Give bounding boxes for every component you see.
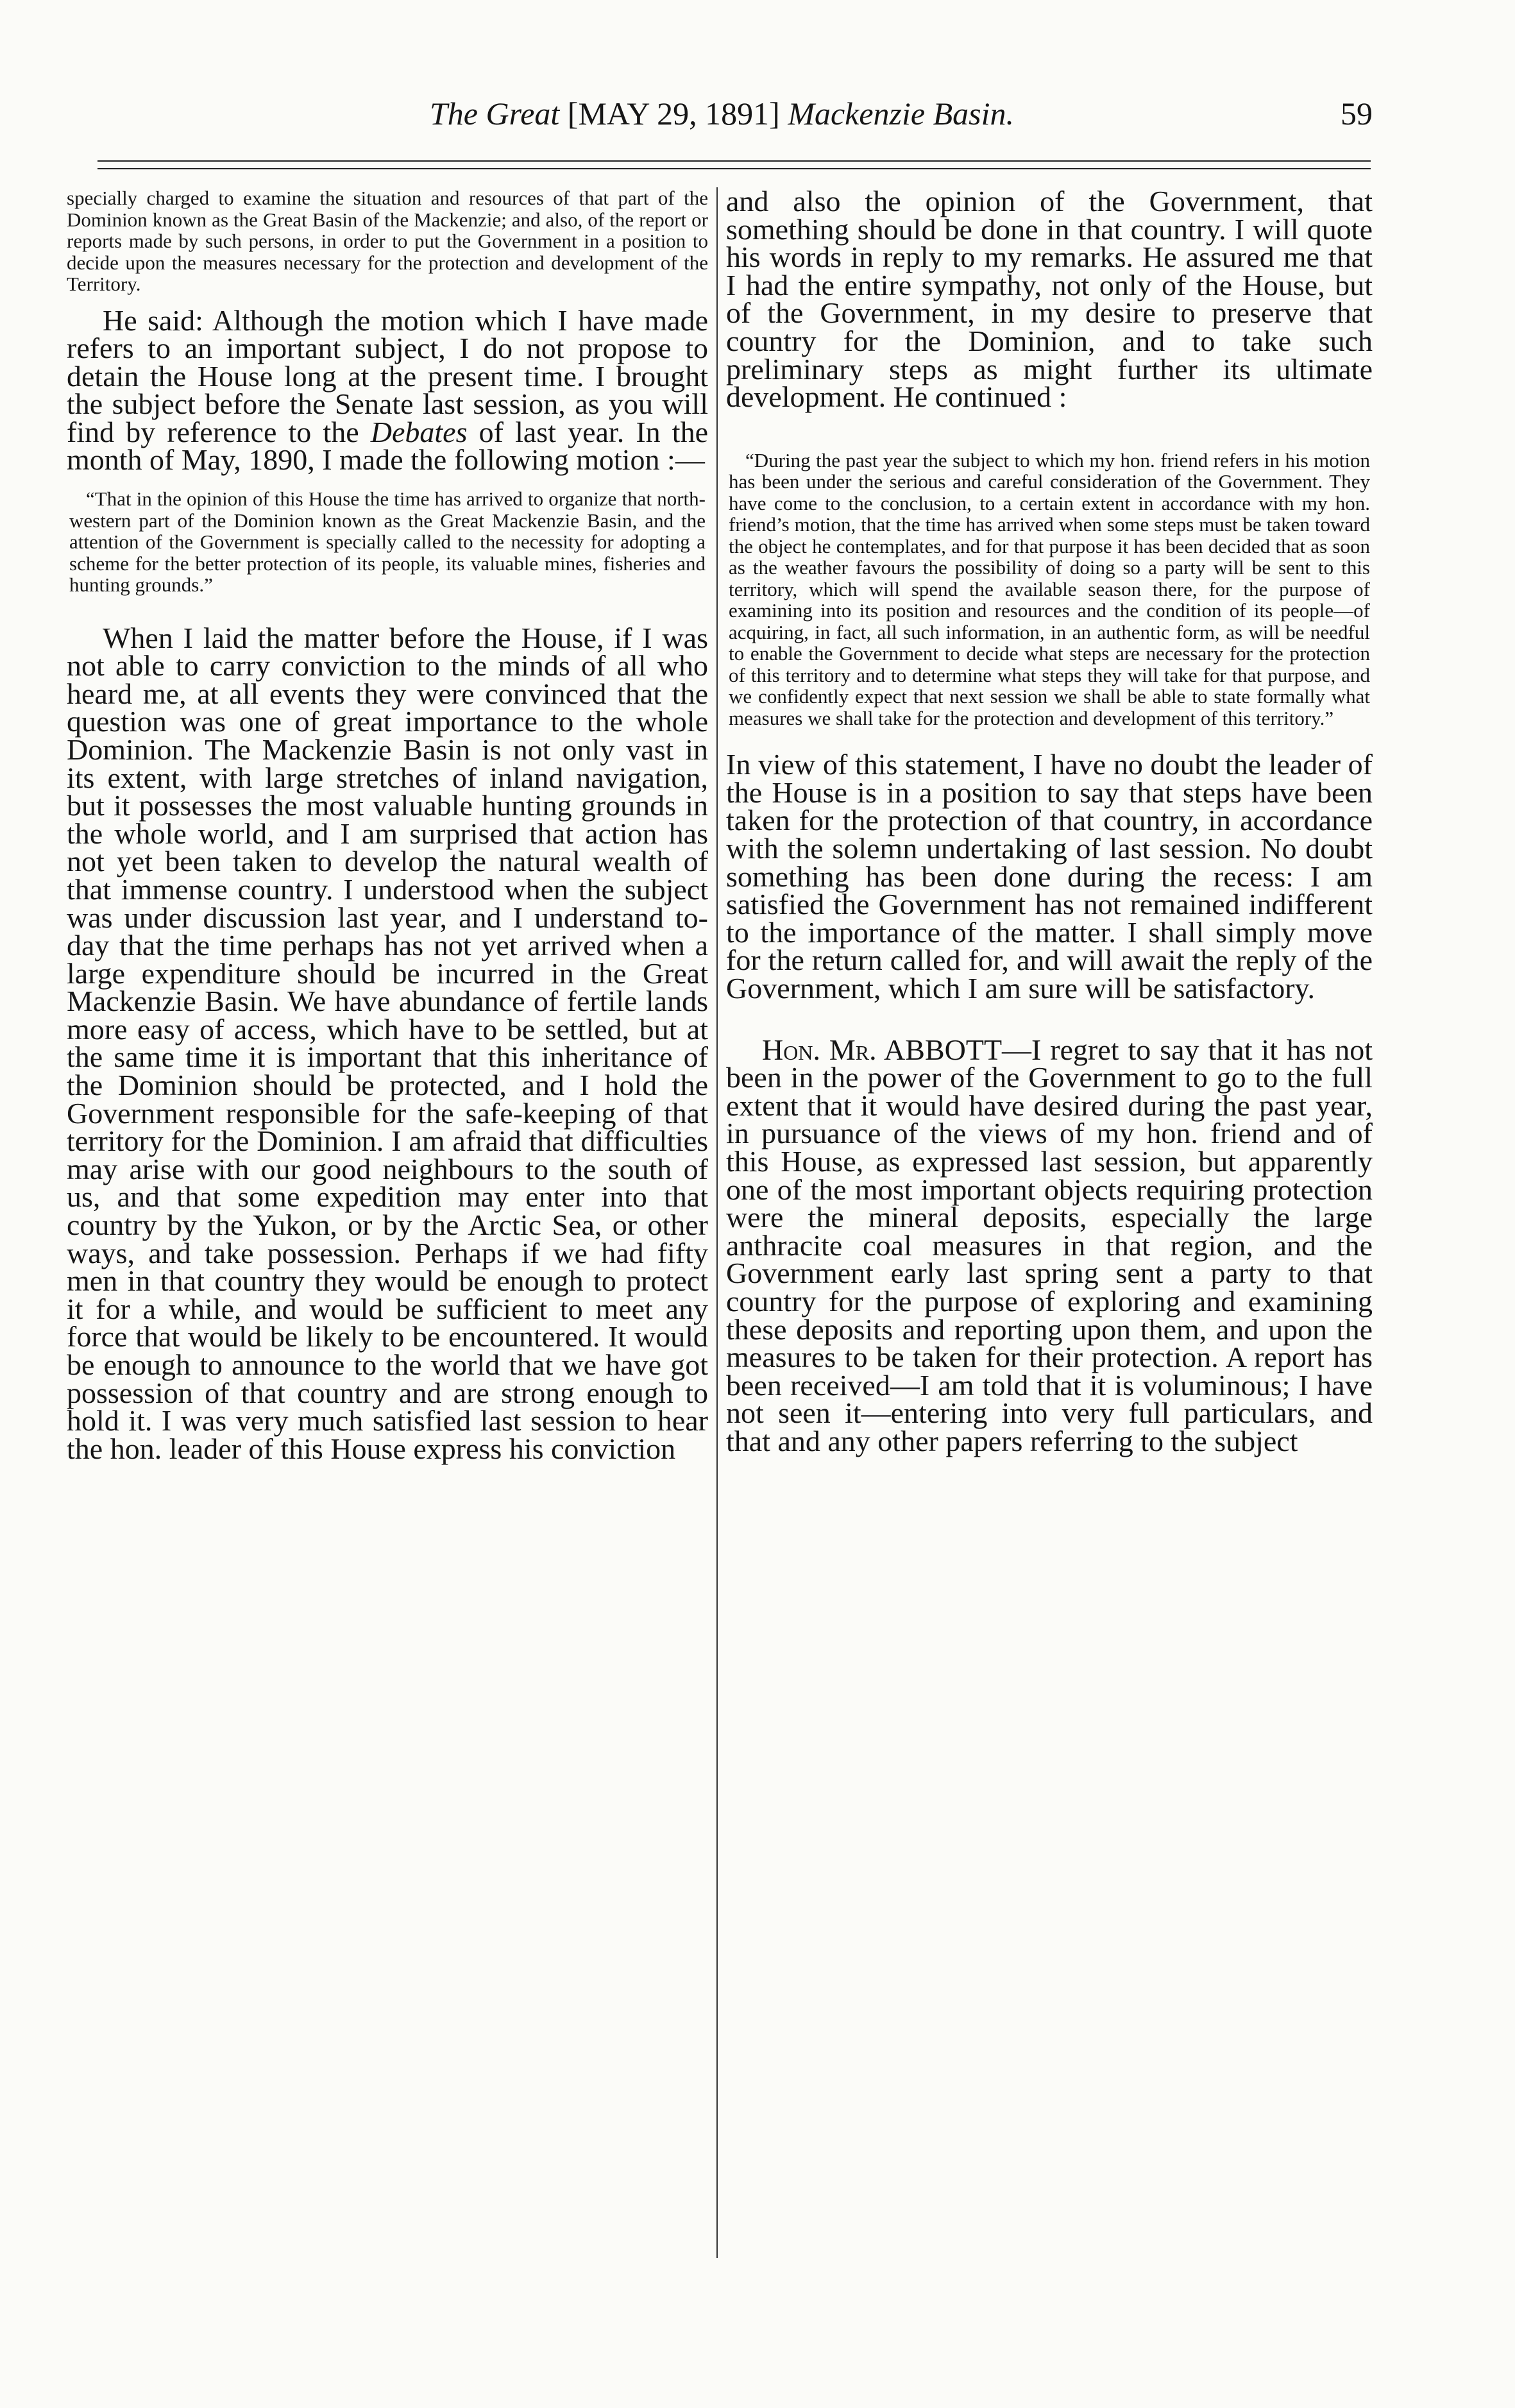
header-date: [MAY 29, 1891]: [559, 96, 788, 131]
running-header: [90, 95, 1373, 146]
intro-paragraph: specially charged to examine the situation and resources of that part of the Dominion known as the Great Basin of the Mackenzie; and also, of the report or reports made by such persons, in order to put the Government in a position to decide upon the measures necessary for the protection and development of the Territory.: [67, 187, 708, 295]
header-title-right: Mackenzie Basin.: [788, 96, 1014, 131]
speaker-name: Hon. Mr. ABBOTT: [762, 1033, 1003, 1066]
column-divider: [716, 187, 718, 2258]
header-title-left: The Great: [430, 96, 560, 131]
speech-text: of last year. In the month of May, 1890, I made the following motion :—: [67, 415, 708, 477]
abbott-reply: [726, 1033, 1373, 1457]
government-quote: “During the past year the subject to which my hon. friend refers in his motion has been under the serious and careful consideration of the Government. They have come to the conclusion, to a certain extent in accordance with my hon. friend’s motion, that the time has arrived when some steps must be taken toward the object he contemplates, and for that purpose it has been decided that as soon as the weather favours the possibility of doing so a party will be sent to this territory, which will spend the available season there, for the purpose of examining into its position and resources and the condition of its people—of acquiring, in fact, all such information, in an authentic form, as will be needful to enable the Government to decide what steps are necessary for the protection of this territory and to determine what steps they will take for that purpose, and we confidently expect that next session we shall be able to state formally what measures we shall take for the protection and development of this territory.”: [729, 448, 1370, 729]
header-title: [430, 95, 1014, 132]
page-number: 59: [1341, 96, 1373, 131]
header-rule-bottom: [97, 168, 1371, 169]
motion-quote: “That in the opinion of this House the time has arrived to organize that north-western part of the Dominion known as the Great Mackenzie Basin, and the attention of the Government is specially called to the necessity for adopting a scheme for the better protection of its people, its valuable mines, fisheries and hunting grounds.”: [69, 488, 706, 597]
speech-paragraph-1: [67, 303, 708, 477]
header-rule-top: [97, 160, 1371, 162]
speech-paragraph-4: In view of this statement, I have no doubt the leader of the House is in a position to say that steps have been taken for the protection of that country, in accordance with the solemn undertaking of last session. No doubt something has been done during the recess: I am satisfied the Government has not remained indifferent to the importance of the matter. I shall simply move for the return called for, and will await the reply of the Government, which I am sure will be satisfactory.: [726, 748, 1373, 1005]
reply-text: —I regret to say that it has not been in the power of the Government to go to the full extent that it would have desired during the past year, in pursuance of the views of my hon. friend and of this House, as expressed last session, but apparently one of the most important objects requiring protection were the mineral deposits, especially the large anthracite coal measures in that region, and the Government early last spring sent a party to that country for the purpose of exploring and examining these deposits and reporting upon them, and upon the measures to be taken for their protection. A report has been received—I am told that it is voluminous; I have not seen it—entering into very full particulars, and that and any other papers referring to the subject: [726, 1033, 1373, 1457]
left-column: [67, 187, 708, 1463]
speech-paragraph-3: and also the opinion of the Government, that something should be done in that country. I will quote his words in reply to my remarks. He assured me that I had the entire sympathy, not only of the House, but of the Government, in my desire to preserve that country for the Dominion, and to take such preliminary steps as might further its ultimate development. He continued :: [726, 185, 1373, 414]
speech-paragraph-2: When I laid the matter before the House, if I was not able to carry conviction to the minds of all who heard me, at all events they were convinced that the question was one of great importance to the whole Dominion. The Mackenzie Basin is not only vast in its extent, with large stretches of inland navigation, but it possesses the most valuable hunting grounds in the whole world, and I am surprised that action has not yet been taken to develop the natural wealth of that immense country. I understood when the subject was under discussion last year, and I understand to-day that the time perhaps has not yet arrived when a large expenditure should be incurred in the Great Mackenzie Basin. We have abundance of fertile lands more easy of access, which have to be settled, but at the same time it is important that this inheritance of the Dominion should be protected, and I hold the Government responsible for the safe-keeping of that territory for the Dominion. I am afraid that difficulties may arise with our good neighbours to the south of us, and that some expedition may enter into that country by the Yukon, or by the Arctic Sea, or other ways, and take possession. Perhaps if we had fifty men in that country they would be enough to protect it for a while, and would be sufficient to meet any force that would be likely to be encountered. It would be enough to announce to the world that we have got possession of that country and are strong enough to hold it. I was very much satisfied last session to hear the hon. leader of this House express his conviction: [67, 621, 708, 1465]
right-column: [726, 187, 1373, 1455]
speech-text: He said: Although the motion which I have made refers to an important subject, I do not propose to detain the House long at the present time. I brought the subject before the Senate last session, as you will find by reference to the: [67, 303, 708, 448]
debates-italic: Debates: [370, 415, 468, 448]
